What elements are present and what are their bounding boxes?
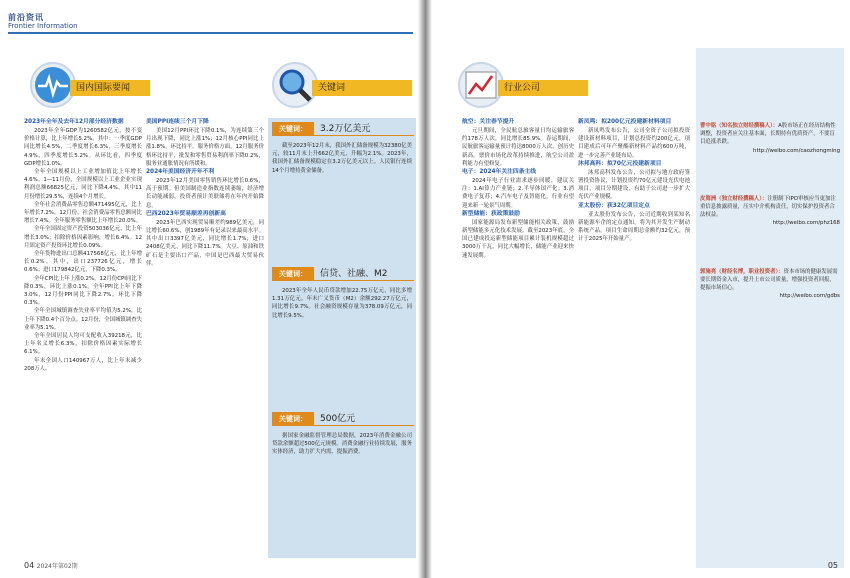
- article-body: 美国12月PPI环比下降0.1%，为连续第三个月出现下降，同比上涨1%；12月核心PPI同比上涨1.8%，环比持平。服务价格方面，12月服务价格环比持平，批发和零售贸易利润率下降0.2%，服务业通胀情况有所缓和。: [146, 128, 264, 167]
- keyword-underline: [314, 135, 414, 136]
- weibo-post: [700, 268, 840, 301]
- article-title: 亚太股份：获32亿项目定点: [578, 202, 650, 209]
- header-en: Frontier Information: [8, 22, 78, 30]
- article-body: 2024年电子行业需求逐步回暖，建议关注：1.AI算力产业链；2.半导体国产化；3.消费电子复苏；4.汽车电子及智能化。行业有望迎来新一轮景气周期。: [462, 178, 574, 209]
- weibo-text: A股市场正在经历结构性调整，投资者应关注基本面，长期持有优质资产，不要盲目追涨杀跌。: [700, 123, 836, 146]
- article-body: 全年货物进出口总额417568亿元，比上年增长0.2%。其中，出口237726亿元，增长0.6%；进口179842亿元，下降0.3%。: [24, 251, 142, 274]
- weibo-text: 注册制下IPO审核应当更加注重信息披露质量，压实中介机构责任，切实保护投资者合法权益。: [700, 195, 836, 219]
- article-body: 2023年巴西实现贸易顺差约989亿美元，同比增长60.6%，创1989年有记录以来最高水平。其中出口3397亿美元，同比增长1.7%；进口2408亿美元，同比下降11.7%。大豆、原油和铁矿石是主要出口产品，中国是巴西最大贸易伙伴。: [146, 219, 264, 267]
- keyword-word: 500亿元: [320, 414, 356, 424]
- section-title-news: 国内国际要闻: [70, 80, 150, 96]
- article-body: 全年CPI比上年上涨0.2%。12月份CPI同比下降0.3%，环比上涨0.1%。全年PPI比上年下降3.0%，12月份PPI同比下降2.7%，环比下降0.3%。: [24, 275, 142, 307]
- article-title: 2024年美国经济开年不利: [146, 169, 215, 176]
- keyword-heading: [272, 412, 412, 426]
- keyword-tag: 关键词：: [272, 267, 314, 281]
- page-number: 04: [24, 561, 35, 570]
- weibo-author: 曹中铭（知名独立财经撰稿人）：: [700, 123, 779, 129]
- article-body: 全年全国居民人均可支配收入39218元，比上年名义增长6.3%，扣除价格因素实际增长6.1%。: [24, 333, 142, 356]
- weibo-link[interactable]: http://weibo.com/caozhongming: [753, 147, 840, 154]
- weibo-author: 郭施亮（财经名博，职业投资者）：: [700, 268, 784, 275]
- keyword-word: 3.2万亿美元: [320, 124, 371, 134]
- article-body: 年末全国人口140967万人，比上年末减少208万人。: [24, 357, 142, 372]
- keyword-underline: [314, 280, 414, 281]
- keyword-body: [272, 287, 412, 387]
- column-1: [24, 118, 142, 548]
- article-body: 新凤鸣发布公告，公司全资子公司拟投资建设新材料项目，计划总投资约200亿元，项目建成后可年产聚酯新材料产品约600万吨，进一步完善产业链布局。: [578, 128, 690, 159]
- column-4: [578, 118, 690, 548]
- weibo-link[interactable]: http://weibo.com/gdbs: [779, 293, 840, 300]
- keyword-heading: [272, 122, 412, 136]
- header-cn: 前沿资讯: [8, 13, 44, 22]
- article-body: 全年全国规模以上工业增加值比上年增长4.6%。1—11月份，全国规模以上工业企业实现利润总额66825亿元，同比下降4.4%，其中11月份增长29.5%，连续4个月增长。: [24, 169, 142, 200]
- weibo-list: [700, 122, 840, 552]
- article-body: 2023年12月美国零售销售环比增长0.6%，高于预期。但美国制造业指数连续萎缩，经济增长动能减弱，投资者预计美联储将在年内开始降息。: [146, 178, 264, 209]
- page-number-left: [24, 561, 78, 570]
- keyword-tag: 关键词：: [272, 412, 314, 426]
- left-page: [0, 0, 422, 578]
- article-body: 国家能源局发布新型储能相关政策，鼓励新型储能多元化技术发展。截至2023年底，全国已建成投运新型储能项目累计装机规模超过3000万千瓦，同比大幅增长，储能产业迎来快速发展期。: [462, 219, 574, 259]
- section-title-keywords: 关键词: [312, 80, 412, 96]
- keyword-body-text: 2023年全年人民币贷款增加22.75万亿元，同比多增1.31万亿元。年末广义货币（M2）余额292.27万亿元，同比增长9.7%。社会融资规模存量为378.09万亿元，同比增长9.5%。: [272, 288, 412, 319]
- keyword-list: [272, 122, 412, 552]
- article-title: 美国PPI连续三个月下降: [146, 119, 209, 125]
- weibo-text: 资本市场的健康发展需要长期资金入市，提升上市公司质量，增强投资者回报，提振市场信心。: [700, 268, 838, 292]
- article-title: 新型储能：获政策鼓励: [462, 210, 520, 217]
- keyword-body-text: 据国家金融监督管理总局数据，2023年消费金融公司贷款余额超过500亿元规模。消费金融行业持续发展，服务实体经济，助力扩大内需、提振消费。: [272, 433, 412, 456]
- header-rule: [8, 32, 413, 34]
- right-page: [428, 0, 850, 578]
- article-body: 全年全国固定资产投资503036亿元，比上年增长3.0%；扣除价格因素影响，增长6.4%。12月固定资产投资环比增长0.09%。: [24, 226, 142, 249]
- keyword-body-text: 截至2023年12月末，我国外汇储备规模为32380亿美元，较11月末上升662亿美元，升幅为2.1%。2023年，我国外汇储备规模稳定在3.2万亿美元以上。人民银行连续14个月增持黄金储备。: [272, 143, 412, 174]
- section-title-industry: 行业公司: [498, 80, 588, 96]
- article-body: 2023年全年GDP为1260582亿元，按不变价格计算，比上年增长5.2%。其中：一季度GDP同比增长4.5%，二季度增长6.3%，三季度增长4.9%，四季度增长5.2%。从环比看，四季度GDP增长1.0%。: [24, 128, 142, 167]
- article-title: 沐邦高科：拟70亿元投建新项目: [578, 160, 662, 167]
- article-body: 亚太股份发布公告，公司近期收到某知名新能源车企的定点通知，将为其开发生产制动系统产品，项目生命周期总金额约32亿元，预计于2025年开始量产。: [578, 211, 690, 243]
- article-title: 航空：关注春节提升: [462, 119, 515, 125]
- article-title: 新凤鸣：拟200亿元投建新材料项目: [578, 119, 672, 125]
- article-title: 巴西2023年贸易顺差再创新高: [146, 210, 226, 217]
- keyword-tag: 关键词：: [272, 122, 314, 136]
- keyword-underline: [314, 425, 414, 426]
- weibo-link[interactable]: http://weibo.com/phz168: [772, 220, 840, 227]
- column-3: [462, 118, 574, 548]
- keyword-body: [272, 142, 412, 242]
- issue-label: 2024年第02期: [36, 563, 78, 570]
- article-title: 2023年全年及去年12月部分经济数据: [24, 119, 124, 125]
- keyword-body: [272, 432, 412, 532]
- column-2: [146, 118, 264, 548]
- keyword-heading: [272, 267, 412, 281]
- keyword-word: 信贷、社融、M2: [320, 269, 388, 279]
- page-number-right: 05: [827, 561, 838, 570]
- weibo-post: [700, 195, 840, 228]
- spine: [418, 0, 432, 578]
- article-body: 全年社会消费品零售总额471495亿元，比上年增长7.2%。12月份，社会消费品零售总额同比增长7.4%。全年服务零售额比上年增长20.0%。: [24, 201, 142, 225]
- weibo-post: [700, 122, 840, 155]
- article-title: 电子：2024年关注四条主线: [462, 169, 537, 176]
- weibo-author: 皮海洲（独立财经撰稿人）：: [700, 195, 768, 202]
- article-body: 元旦期间，全民航总旅客量日均运输旅客约178万人次，同比增长85.9%。春运期间，民航旅客运输量预计将达8000万人次，创历史新高。票价市场化改革持续推进，航空公司盈利能力有望修复。: [462, 128, 574, 167]
- article-body: 全年全国城镇调查失业率平均值为5.2%，比上年下降0.4个百分点。12月份，全国城镇调查失业率为5.1%。: [24, 308, 142, 331]
- article-body: 沐邦高科发布公告，公司拟与地方政府签署投资协议，计划投资约70亿元建设光伏电池项目，项目分期建设，有助于公司进一步扩大光伏产业规模。: [578, 169, 690, 201]
